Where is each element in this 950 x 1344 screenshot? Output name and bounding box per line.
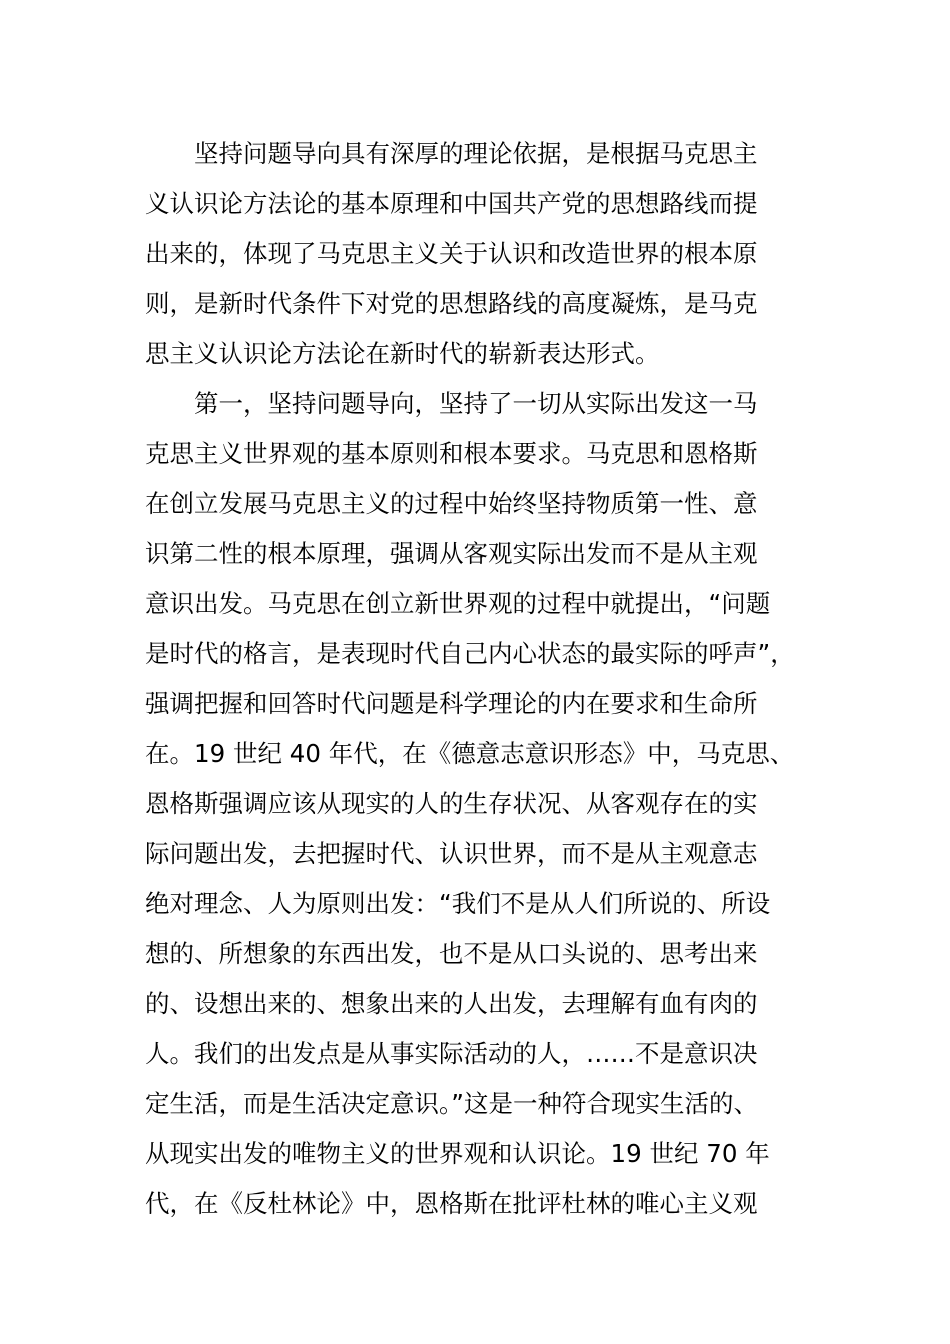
paragraph-2-line-10: 际问题出发，去把握时代、认识世界，而不是从主观意志 [145,839,758,868]
paragraph-2-line-15: 定生活，而是生活决定意识。”这是一种符合现实生活的、 [145,1089,758,1118]
paragraph-2-line-12: 想的、所想象的东西出发，也不是从口头说的、思考出来 [145,939,758,968]
paragraph-1-line-5: 思主义认识论方法论在新时代的崭新表达形式。 [145,339,660,368]
paragraph-2-line-9: 恩格斯强调应该从现实的人的生存状况、从客观存在的实 [145,789,758,818]
paragraph-2-line-13: 的、设想出来的、想象出来的人出发，去理解有血有肉的 [145,989,758,1018]
paragraph-1-line-4: 则，是新时代条件下对党的思想路线的高度凝炼，是马克 [145,289,758,318]
paragraph-2-line-8: 在。19 世纪 40 年代，在《德意志意识形态》中，马克思、 [145,739,795,768]
paragraph-2-line-5: 意识出发。马克思在创立新世界观的过程中就提出，“问题 [145,589,771,618]
paragraph-2-line-6: 是时代的格言，是表现时代自己内心状态的最实际的呼声”， [145,639,795,668]
paragraph-2-line-17: 代，在《反杜林论》中，恩格斯在批评杜林的唯心主义观 [145,1189,758,1218]
paragraph-2-line-4: 识第二性的根本原理，强调从客观实际出发而不是从主观 [145,539,758,568]
paragraph-2-line-3: 在创立发展马克思主义的过程中始终坚持物质第一性、意 [145,489,758,518]
paragraph-2-line-2: 克思主义世界观的基本原则和根本要求。马克思和恩格斯 [145,439,758,468]
paragraph-1-line-1: 坚持问题导向具有深厚的理论依据，是根据马克思主 [194,139,758,168]
paragraph-2-line-1: 第一，坚持问题导向，坚持了一切从实际出发这一马 [194,389,758,418]
body-text [145,129,815,1229]
paragraph-2-line-14: 人。我们的出发点是从事实际活动的人，……不是意识决 [145,1039,758,1068]
paragraph-1-line-3: 出来的，体现了马克思主义关于认识和改造世界的根本原 [145,239,758,268]
paragraph-2-line-11: 绝对理念、人为原则出发：“我们不是从人们所说的、所设 [145,889,771,918]
paragraph-1-line-2: 义认识论方法论的基本原理和中国共产党的思想路线而提 [145,189,758,218]
paragraph-2-line-7: 强调把握和回答时代问题是科学理论的内在要求和生命所 [145,689,758,718]
paragraph-2-line-16: 从现实出发的唯物主义的世界观和认识论。19 世纪 70 年 [145,1139,770,1168]
